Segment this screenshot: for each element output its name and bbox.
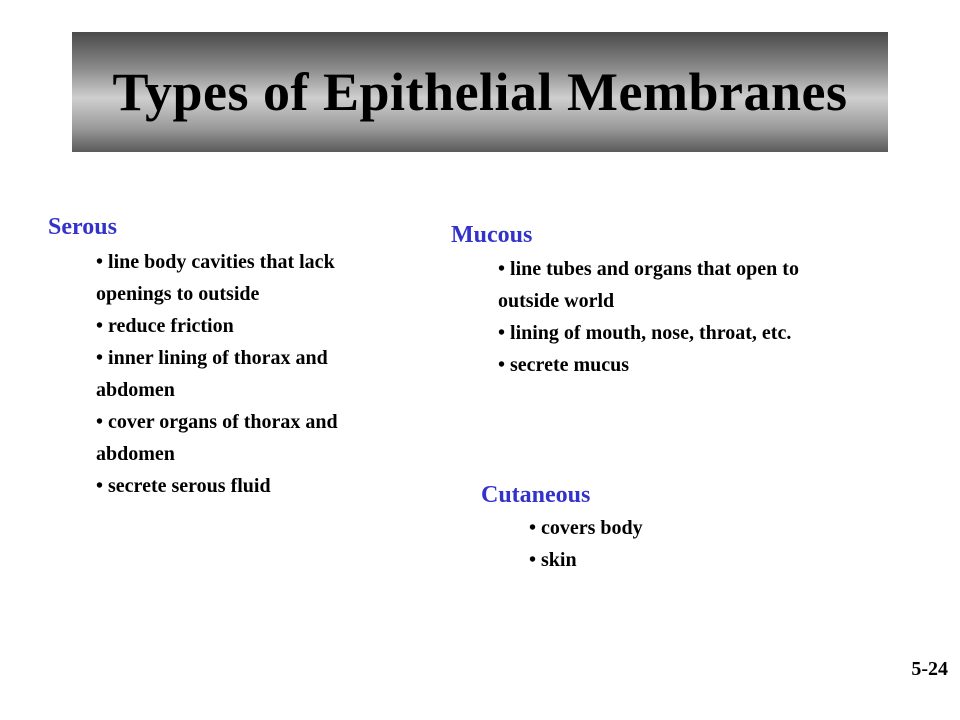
serous-bullet: • cover organs of thorax and abdomen [96, 406, 356, 470]
mucous-bullet: • lining of mouth, nose, throat, etc. [498, 317, 808, 349]
cutaneous-bullet: • covers body [529, 512, 749, 544]
mucous-bullet: • line tubes and organs that open to outside world [498, 253, 808, 317]
mucous-bullet-list [498, 253, 808, 381]
serous-heading: Serous [48, 214, 117, 240]
mucous-section [451, 220, 808, 381]
mucous-bullet: • secrete mucus [498, 349, 808, 381]
serous-bullet-list [96, 246, 356, 502]
serous-bullet: • inner lining of thorax and abdomen [96, 342, 356, 406]
slide-title: Types of Epithelial Membranes [112, 62, 848, 122]
serous-bullet: • line body cavities that lack openings to outside [96, 246, 356, 310]
serous-bullet: • reduce friction [96, 310, 356, 342]
cutaneous-bullet-list [529, 512, 749, 576]
serous-section [48, 212, 356, 502]
page-number: 5-24 [911, 658, 948, 680]
serous-bullet: • secrete serous fluid [96, 470, 356, 502]
cutaneous-heading: Cutaneous [481, 482, 591, 508]
mucous-heading: Mucous [451, 222, 533, 248]
title-banner [72, 32, 888, 152]
cutaneous-section [481, 480, 749, 576]
cutaneous-bullet: • skin [529, 544, 749, 576]
